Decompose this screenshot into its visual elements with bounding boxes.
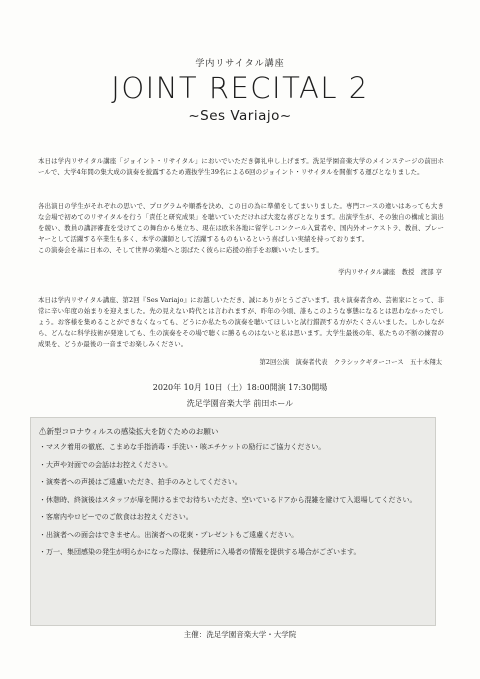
greeting-signature: 学内リサイタル講座 教授 渡部 亨 xyxy=(338,268,442,276)
event-venue: 洗足学園音楽大学 前田ホール xyxy=(186,399,294,408)
notice-item: ・大声や対面での会話はお控えください。 xyxy=(39,460,172,469)
notice-item: ・演奏者への声援はご遠慮いただき、拍手のみとしてください。 xyxy=(39,478,242,486)
series-label: 学内リサイタル講座 xyxy=(195,59,285,69)
covid-notice-box xyxy=(30,417,436,626)
page-subtitle: ~Ses Variajo~ xyxy=(188,108,292,124)
notice-item: ・マスク着用の徹底、こまめな手指消毒・手洗い・咳エチケットの励行にご協力ください。 xyxy=(39,443,326,451)
event-date-time: 2020年 10月 10日（土）18:00開演 17:30開場 xyxy=(152,383,328,392)
notice-list xyxy=(39,442,429,565)
organizer-credit: 主催：洗足学園音楽大学・大学院 xyxy=(183,630,297,639)
notice-item: ・客席内やロビーでのご飲食はお控えください。 xyxy=(39,513,193,521)
notice-item: ・休憩時、終演後はスタッフが扉を開けるまでお待ちいただき、空いているドアから混雑を避けて入退場してください。 xyxy=(39,495,417,504)
greeting-paragraph-1: 本日は学内リサイタル講座「ジョイント・リサイタル」においでいただき御礼申し上げます。洗足学園音楽大学のメインステージの前田ホールで、大学4年間の集大成の演奏を披露するため選抜学生39名による6回のジョイント・リサイタルを開催する運びとなりました。 xyxy=(38,157,444,177)
notice-item: ・出演者への面会はできません。出演者への花束・プレゼントもご遠慮ください。 xyxy=(39,530,299,539)
notice-item: ・万一、集団感染の発生が明らかになった際は、保健所に入場者の情報を提供する場合がございます。 xyxy=(39,548,361,556)
performer-message: 本日は学内リサイタル講座、第2回『Ses Variajo』にお越しいただき、誠にありがとうございます。我々演奏者含め、芸術家にとって、非常に辛い年度の始まりを迎えました。先の見えない時代とは言われますが、昨年の今頃、誰もこのような事態になるとは思わなかったでしょう。お客様を集めることができなくなっても、どうにか私たちの演奏を聴いてほしいと試行錯誤する方がたくさんいました。しかしながら、どんなに科学技術が発達しても、生の演奏をその場で聴くに勝るものはないと私は思います。大学生最後の年、私たちの不断の練習の成果を、どうか最後の一音までお楽しみください。 xyxy=(38,296,444,349)
greeting-paragraph-3: この演奏会を基に日本の、そして世界の楽壇へと羽ばたく彼らに応援の拍手をお願いいたします。 xyxy=(38,246,323,254)
greeting-paragraph-2: 各出演日の学生がそれぞれの思いで、プログラムや順番を決め、この日の為に準備をしてまいりました。専門コースの違いはあっても大きな会場で初めてのリサイタルを行う「責任と研究成果」を聴いていただければ大変な喜びとなります。出演学生が、その独自の構成と演出を競い、教員の講評審査を受けてこの舞台から巣立ち、現在は欧米各地に留学しコンクール入賞者や、国内外オーケストラ、教員、プレーヤーとして活躍する卒業生も多く、本学の講師として活躍するものもいるという喜ばしい実績を持っております。 xyxy=(38,202,444,244)
notice-title: ⚠新型コロナウィルスの感染拡大を防ぐためのお願い xyxy=(39,427,219,436)
performer-signature: 第2回公演 演奏者代表 クラシックギターコース 五十木翔太 xyxy=(259,358,442,366)
page-title: JOINT RECITAL 2 xyxy=(111,71,369,105)
